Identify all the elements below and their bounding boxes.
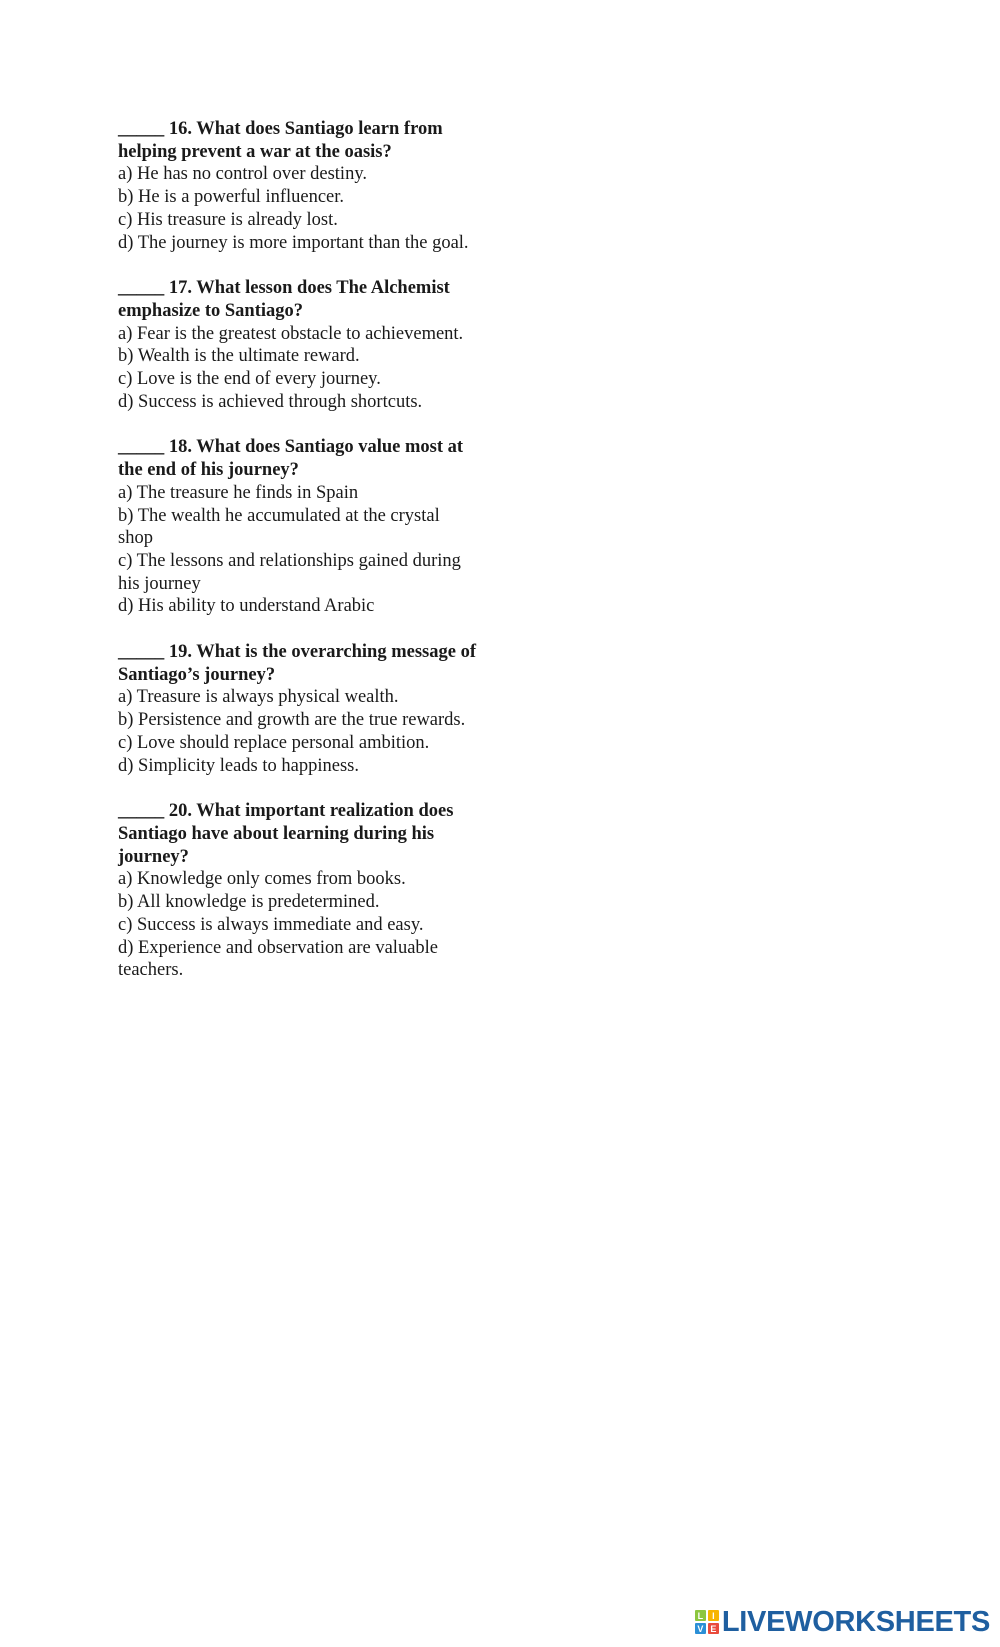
option-d: d) The journey is more important than the goal. (118, 232, 469, 253)
answer-blank[interactable]: _____ (118, 278, 165, 299)
question-heading (118, 277, 478, 322)
option-b: b) The wealth he accumulated at the crystal shop (118, 505, 440, 549)
option-d: d) His ability to understand Arabic (118, 596, 375, 617)
question-20 (118, 800, 478, 982)
option-a: a) Fear is the greatest obstacle to achievement. (118, 323, 464, 344)
option-b: b) He is a powerful influencer. (118, 187, 345, 208)
question-heading (118, 641, 478, 686)
question-prompt: 20. What important realization does Santiago have about learning during his journey? (118, 801, 454, 867)
brand-wordmark: LIVEWORKSHEETS (721, 1606, 990, 1638)
option-b: b) All knowledge is predetermined. (118, 892, 380, 913)
question-19 (118, 641, 478, 777)
option-a: a) Knowledge only comes from books. (118, 869, 406, 890)
logo-tile: I (708, 1610, 719, 1621)
logo-tile: L (695, 1610, 706, 1621)
option-c: c) Love should replace personal ambition. (118, 732, 430, 753)
logo-tile: E (708, 1623, 719, 1634)
liveworksheets-logo-icon (695, 1610, 719, 1634)
question-prompt: 17. What lesson does The Alchemist emphasize to Santiago? (118, 278, 450, 321)
question-18 (118, 436, 478, 618)
question-heading (118, 800, 478, 868)
option-a: a) Treasure is always physical wealth. (118, 687, 399, 708)
option-c: c) His treasure is already lost. (118, 209, 338, 230)
option-list (118, 323, 478, 414)
option-list (118, 868, 478, 982)
option-list (118, 163, 478, 254)
question-17 (118, 277, 478, 413)
option-list (118, 686, 478, 777)
option-c: c) The lessons and relationships gained during his journey (118, 550, 461, 594)
option-d: d) Success is achieved through shortcuts. (118, 391, 423, 412)
answer-blank[interactable]: _____ (118, 801, 165, 822)
question-prompt: 16. What does Santiago learn from helping prevent a war at the oasis? (118, 119, 443, 162)
option-list (118, 482, 478, 618)
option-a: a) The treasure he finds in Spain (118, 482, 359, 503)
question-heading (118, 118, 478, 163)
option-c: c) Love is the end of every journey. (118, 369, 381, 390)
option-c: c) Success is always immediate and easy. (118, 914, 424, 935)
option-b: b) Wealth is the ultimate reward. (118, 346, 360, 367)
liveworksheets-brand (695, 1605, 990, 1639)
answer-blank[interactable]: _____ (118, 119, 165, 139)
option-d: d) Experience and observation are valuable teachers. (118, 937, 439, 981)
option-a: a) He has no control over destiny. (118, 164, 367, 185)
option-d: d) Simplicity leads to happiness. (118, 755, 359, 776)
question-prompt: 18. What does Santiago value most at the end of his journey? (118, 437, 464, 481)
question-heading (118, 436, 478, 481)
question-16 (118, 118, 478, 254)
logo-tile: V (695, 1623, 706, 1634)
question-prompt: 19. What is the overarching message of Santiago’s journey? (118, 642, 476, 685)
answer-blank[interactable]: _____ (118, 437, 165, 458)
option-b: b) Persistence and growth are the true rewards. (118, 710, 466, 731)
answer-blank[interactable]: _____ (118, 642, 165, 663)
worksheet-content (118, 118, 478, 1005)
